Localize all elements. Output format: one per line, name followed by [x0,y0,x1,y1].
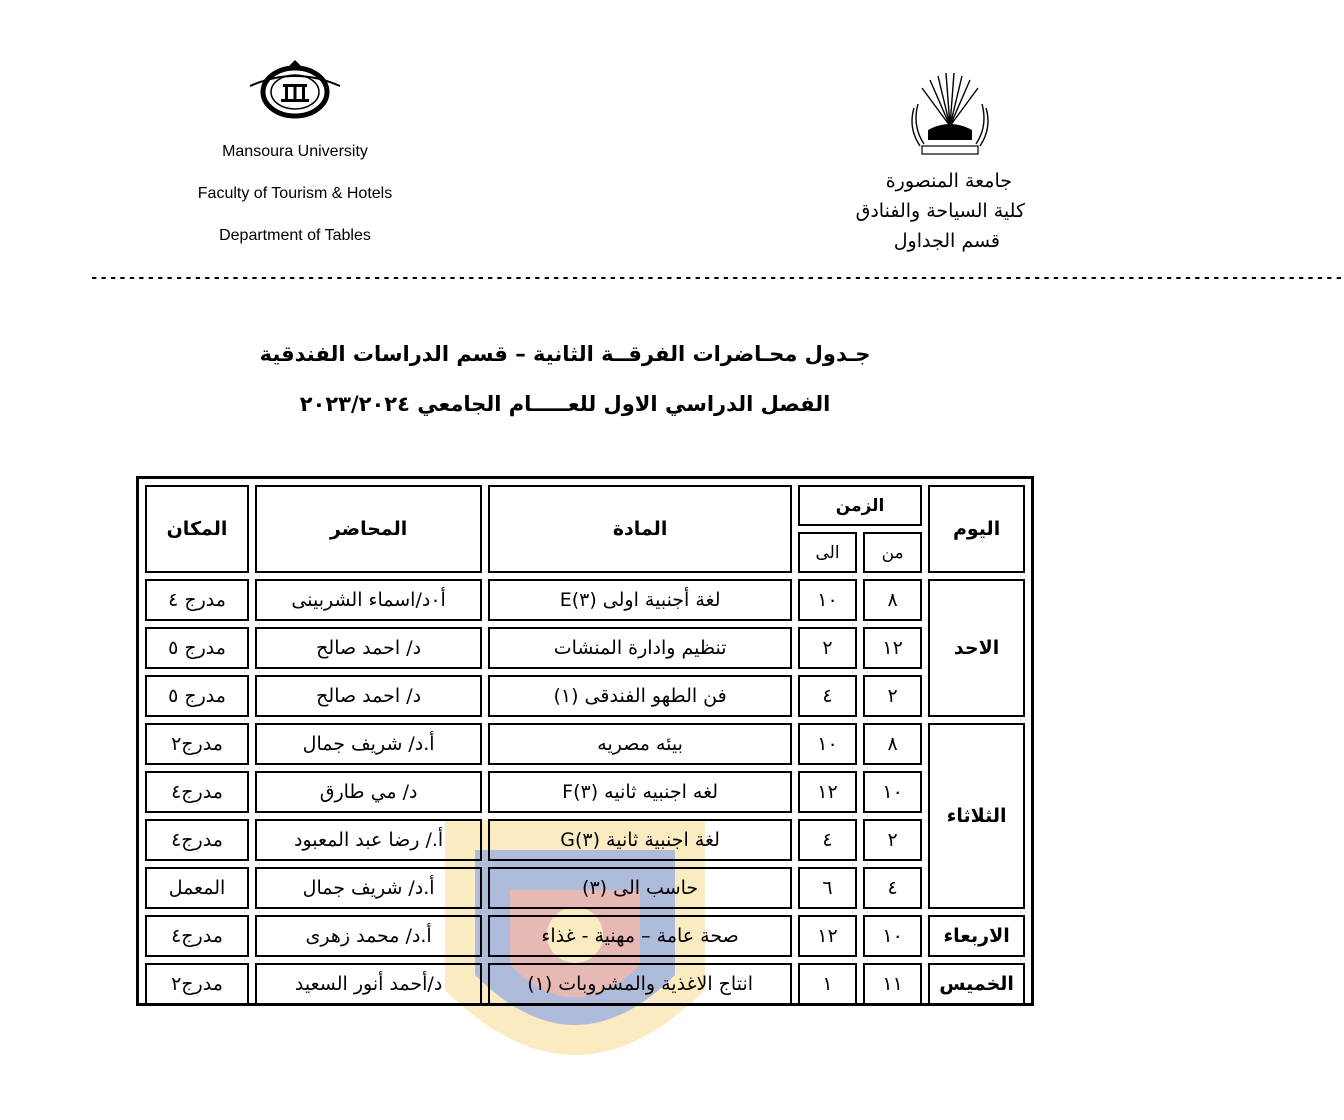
table-row [145,915,1025,957]
place-cell: مدرج ٥ [145,675,249,717]
lecturer-cell: د/ احمد صالح [255,627,482,669]
place-cell: مدرج٢ [145,963,249,1005]
day-cell: الخميس [928,963,1025,1005]
time-from-cell: ٢ [863,675,922,717]
place-cell: مدرج٤ [145,819,249,861]
day-cell: الثلاثاء [928,723,1025,909]
english-university-name: Mansoura University [222,143,368,160]
table-row [145,579,1025,621]
faculty-emblem [900,68,1000,160]
table-row [145,963,1025,1005]
subject-cell: حاسب الى (٣) [488,867,792,909]
time-from-cell: ١١ [863,963,922,1005]
english-faculty-name: Faculty of Tourism & Hotels [197,185,393,202]
header-to: الى [798,532,857,573]
table-row [145,819,1025,861]
time-to-cell: ١٠ [798,723,857,765]
time-to-cell: ١ [798,963,857,1005]
time-to-cell: ١٠ [798,579,857,621]
lecturer-cell: د/أحمد أنور السعيد [255,963,482,1005]
time-to-cell: ٢ [798,627,857,669]
place-cell: مدرج٤ [145,915,249,957]
header-lecturer: المحاضر [255,485,482,573]
header-place: المكان [145,485,249,573]
table-header-row [145,485,1025,526]
table-row [145,675,1025,717]
subject-cell: صحة عامة – مهنية - غذاء [488,915,792,957]
schedule-subtitle: الفصل الدراسي الاول للعـــــام الجامعي ٢٠٢٣/٢٠٢٤ [299,392,831,416]
dashed-divider: ------------------------------------------------------------------------------------------------------------------------------------- [90,270,1344,286]
lecturer-cell: أ٠د/اسماء الشربينى [255,579,482,621]
time-to-cell: ١٢ [798,771,857,813]
time-from-cell: ٢ [863,819,922,861]
time-to-cell: ٤ [798,675,857,717]
subject-cell: لغة اجنبية ثانية (٣)G [488,819,792,861]
table-row [145,867,1025,909]
place-cell: مدرج ٥ [145,627,249,669]
time-from-cell: ٨ [863,579,922,621]
place-cell: مدرج٤ [145,771,249,813]
time-to-cell: ٤ [798,819,857,861]
place-cell: مدرج٢ [145,723,249,765]
header-subject: المادة [488,485,792,573]
day-cell: الاحد [928,579,1025,717]
schedule-table [139,479,1031,1011]
time-from-cell: ١٠ [863,915,922,957]
lecturer-cell: أ./ رضا عبد المعبود [255,819,482,861]
day-cell: الاربعاء [928,915,1025,957]
lecturer-cell: د/ احمد صالح [255,675,482,717]
table-row [145,627,1025,669]
time-from-cell: ١٠ [863,771,922,813]
header-from: من [863,532,922,573]
lecturer-cell: أ.د/ شريف جمال [255,723,482,765]
english-department-name: Department of Tables [219,227,371,244]
time-from-cell: ١٢ [863,627,922,669]
arabic-department-name: قسم الجداول [893,230,1000,252]
time-to-cell: ١٢ [798,915,857,957]
university-logo [245,58,345,120]
lecturer-cell: أ.د/ محمد زهرى [255,915,482,957]
table-row [145,771,1025,813]
table-row [145,723,1025,765]
subject-cell: انتاج الاغذية والمشروبات (١) [488,963,792,1005]
time-from-cell: ٨ [863,723,922,765]
lecturer-cell: أ.د/ شريف جمال [255,867,482,909]
lecturer-cell: د/ مي طارق [255,771,482,813]
place-cell: المعمل [145,867,249,909]
subject-cell: تنظيم وادارة المنشات [488,627,792,669]
arabic-faculty-name: كلية السياحة والفنادق [855,200,1025,222]
header-day: اليوم [928,485,1025,573]
time-from-cell: ٤ [863,867,922,909]
subject-cell: لغه اجنبيه ثانيه (٣)F [488,771,792,813]
subject-cell: لغة أجنبية اولى (٣)E [488,579,792,621]
schedule-title: جـدول محـاضرات الفرقــة الثانية – قسم الدراسات الفندقية [259,342,871,366]
schedule-table-frame [136,476,1034,1006]
header-time: الزمن [798,485,922,526]
arabic-university-name: جامعة المنصورة [885,170,1012,192]
time-to-cell: ٦ [798,867,857,909]
place-cell: مدرج ٤ [145,579,249,621]
subject-cell: بيئه مصريه [488,723,792,765]
subject-cell: فن الطهو الفندقى (١) [488,675,792,717]
